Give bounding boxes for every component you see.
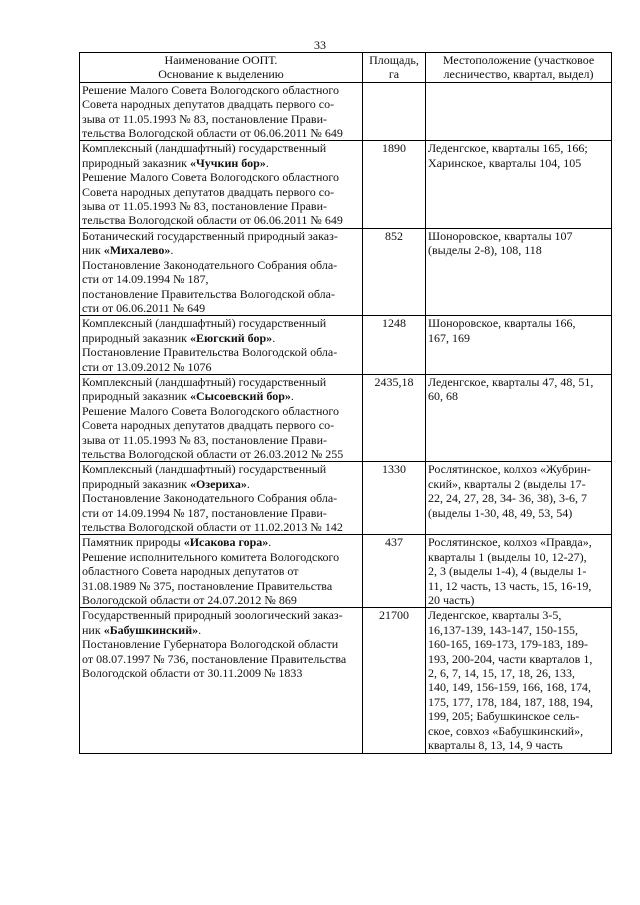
location-line: 2, 3 (выделы 1-4), 4 (выделы 1- (428, 564, 587, 579)
location-line: (выделы 2-8), 108, 118 (428, 243, 542, 258)
location-line: 199, 205; Бабушкинское сель- (428, 709, 580, 724)
name-text: областного Совета народных депутатов от (82, 564, 299, 579)
name-text: 31.08.1989 № 375, постановление Правительства (82, 578, 333, 593)
name-text: Комплексный (ландшафтный) государственный (82, 316, 327, 331)
location-line: 22, 24, 27, 28, 34- 36, 38), 3-6, 7 (428, 491, 587, 506)
name-text: от 08.07.1997 № 736, постановление Правительства (82, 651, 347, 666)
name-text: Комплексный (ландшафтный) государственный (82, 141, 327, 156)
name-line (82, 97, 360, 111)
name-line (82, 608, 360, 622)
name-line (82, 447, 360, 461)
location-line: 167, 169 (428, 330, 470, 345)
name-text: тельства Вологодской области от 06.06.2011 № 649 (82, 126, 343, 141)
name-text: тельства Вологодской области от 26.03.2012 № 255 (82, 446, 344, 461)
oopt-table (79, 52, 612, 754)
header-line: га (388, 67, 400, 82)
location-line: 16,137-139, 143-147, 150-155, (428, 622, 578, 637)
table-row (80, 535, 612, 608)
name-line (82, 433, 360, 447)
name-line (82, 272, 360, 286)
table-row (80, 316, 612, 375)
name-text: Постановление Губернатора Вологодской области (82, 637, 339, 652)
name-line (82, 170, 360, 184)
name-text: Решение Малого Совета Вологодского областного (82, 170, 340, 185)
name-text: Совета народных депутатов двадцать первого со- (82, 418, 335, 433)
location-line: 2, 6, 7, 14, 15, 17, 18, 26, 133, (428, 666, 575, 681)
name-text: сти от 13.09.2012 № 1076 (82, 359, 212, 374)
location-line: Леденгское, кварталы 47, 48, 51, (428, 374, 594, 389)
name-text: сти от 14.09.1994 № 187, постановление Прави- (82, 505, 327, 520)
name-line (82, 243, 360, 257)
name-line (82, 550, 360, 564)
name-line (82, 185, 360, 199)
oopt-name-cell (80, 228, 363, 315)
location-line: Рослятинское, колхоз «Жубрин- (428, 462, 591, 477)
oopt-title: «Бабушкинский» (103, 622, 199, 637)
name-text: Вологодской области от 30.11.2009 № 1833 (82, 666, 303, 681)
area-cell: 1890 (363, 141, 426, 228)
name-text: тельства Вологодской области от 11.02.2013 № 142 (82, 520, 343, 534)
name-text: постановление Правительства Вологодской обла- (82, 286, 335, 301)
location-line: кварталы 8, 13, 14, 9 часть (428, 738, 563, 753)
name-line (82, 141, 360, 155)
name-line (82, 506, 360, 520)
name-line (82, 579, 360, 593)
location-line: Харинское, кварталы 104, 105 (428, 155, 582, 170)
location-line: Шоноровское, кварталы 166, (428, 316, 576, 331)
location-cell (426, 228, 612, 315)
header-line: Основание к выделению (158, 67, 284, 82)
name-line (82, 652, 360, 666)
oopt-name-cell (80, 374, 363, 461)
name-line (82, 345, 360, 359)
header-area (363, 53, 426, 83)
name-text: Постановление Законодательного Собрания обла- (82, 491, 338, 506)
location-line: Шоноровское, кварталы 107 (428, 228, 573, 243)
oopt-title: «Чучкин бор» (189, 155, 266, 170)
name-text-after: . (265, 155, 269, 170)
page-number: 33 (314, 38, 326, 52)
table-header-row (80, 53, 612, 83)
name-text: сти от 14.09.1994 № 187, (82, 272, 209, 287)
name-text: Постановление Правительства Вологодской обла- (82, 345, 338, 360)
name-line (82, 287, 360, 301)
location-line: 20 часть) (428, 593, 475, 608)
name-text: Совета народных депутатов двадцать первого со- (82, 184, 335, 199)
name-text-after: . (290, 389, 294, 404)
name-text: ник (82, 243, 104, 258)
name-line (82, 593, 360, 607)
oopt-name-cell (80, 608, 363, 753)
oopt-name-cell (80, 82, 363, 141)
location-line: 11, 12 часть, 13 часть, 15, 16-19, (428, 578, 592, 593)
oopt-name-cell (80, 316, 363, 375)
name-text-after: . (268, 535, 272, 550)
oopt-title: «Исакова гора» (183, 535, 269, 550)
header-line: Местоположение (участковое (442, 53, 595, 67)
name-line (82, 666, 360, 680)
name-text: зыва от 11.05.1993 № 83, постановление Прави- (82, 432, 327, 447)
oopt-title: «Сысоевский бор» (189, 389, 291, 404)
location-line: 160-165, 169-173, 179-183, 189- (428, 637, 588, 652)
name-text: зыва от 11.05.1993 № 83, постановление Прави- (82, 199, 327, 214)
name-text: Решение исполнительного комитета Вологодского (82, 549, 340, 564)
name-text: Памятник природы (82, 535, 184, 550)
location-cell (426, 141, 612, 228)
location-line: 175, 177, 178, 184, 187, 188, 194, (428, 694, 593, 709)
location-cell (426, 462, 612, 535)
name-line (82, 404, 360, 418)
name-text: Комплексный (ландшафтный) государственный (82, 374, 327, 389)
area-cell: 437 (363, 535, 426, 608)
table-row (80, 82, 612, 141)
name-text: Совета народных депутатов двадцать первого со- (82, 97, 335, 112)
name-text: Ботанический государственный природный заказ- (82, 228, 338, 243)
location-cell (426, 608, 612, 753)
name-text: зыва от 11.05.1993 № 83, постановление Прави- (82, 111, 327, 126)
table-body (80, 82, 612, 753)
name-text: Государственный природный зоологический заказ- (82, 608, 343, 623)
name-line (82, 623, 360, 637)
area-cell: 852 (363, 228, 426, 315)
name-line (82, 83, 360, 97)
table-row (80, 141, 612, 228)
name-text-after: . (246, 476, 250, 491)
name-line (82, 229, 360, 243)
header-location (426, 53, 612, 83)
location-line: Рослятинское, колхоз «Правда», (428, 535, 592, 550)
location-line: 193, 200-204, части кварталов 1, (428, 651, 593, 666)
name-text-after: . (170, 243, 174, 258)
name-text: Решение Малого Совета Вологодского областного (82, 403, 340, 418)
area-cell: 1248 (363, 316, 426, 375)
location-line: 60, 68 (428, 389, 458, 404)
header-line: Площадь, (369, 53, 419, 67)
name-text-after: . (272, 330, 276, 345)
location-line: 140, 149, 156-159, 166, 168, 174, (428, 680, 591, 695)
location-cell (426, 316, 612, 375)
location-line: Леденгское, кварталы 3-5, (428, 608, 562, 623)
name-line (82, 418, 360, 432)
name-text: тельства Вологодской области от 06.06.2011 № 649 (82, 213, 343, 228)
oopt-title: «Озериха» (189, 476, 247, 491)
name-text: Постановление Законодательного Собрания обла- (82, 257, 338, 272)
name-text: природный заказник (82, 389, 190, 404)
name-line (82, 213, 360, 227)
location-line: ское, совхоз «Бабушкинский», (428, 723, 584, 738)
area-cell: 21700 (363, 608, 426, 753)
name-line (82, 126, 360, 140)
location-line: Леденгское, кварталы 165, 166; (428, 141, 588, 156)
name-text-after: . (198, 622, 202, 637)
oopt-title: «Еюгский бор» (189, 330, 273, 345)
oopt-name-cell (80, 535, 363, 608)
name-text: Комплексный (ландшафтный) государственный (82, 462, 327, 477)
location-line: ский», кварталы 2 (выделы 17- (428, 476, 586, 491)
oopt-name-cell (80, 141, 363, 228)
header-line: лесничество, квартал, выдел) (443, 67, 594, 82)
table-row (80, 374, 612, 461)
header-line: Наименование ООПТ. (164, 53, 278, 67)
header-name (80, 53, 363, 83)
name-line (82, 637, 360, 651)
location-line: (выделы 1-30, 48, 49, 53, 54) (428, 505, 573, 520)
name-text: природный заказник (82, 476, 190, 491)
table-row (80, 608, 612, 753)
name-line (82, 520, 360, 534)
area-cell (363, 82, 426, 141)
name-line (82, 535, 360, 549)
table-row (80, 462, 612, 535)
area-cell: 2435,18 (363, 374, 426, 461)
name-line (82, 199, 360, 213)
location-line: кварталы 1 (выделы 10, 12-27), (428, 549, 587, 564)
name-line (82, 360, 360, 374)
name-line (82, 477, 360, 491)
table-row (80, 228, 612, 315)
name-text: природный заказник (82, 155, 190, 170)
name-text: Решение Малого Совета Вологодского областного (82, 82, 340, 97)
name-line (82, 462, 360, 476)
name-line (82, 258, 360, 272)
name-line (82, 331, 360, 345)
location-cell (426, 374, 612, 461)
name-line (82, 156, 360, 170)
oopt-name-cell (80, 462, 363, 535)
name-text: Вологодской области от 24.07.2012 № 869 (82, 593, 297, 608)
name-text: природный заказник (82, 330, 190, 345)
location-cell (426, 535, 612, 608)
name-line (82, 112, 360, 126)
name-line (82, 301, 360, 315)
name-text: сти от 06.06.2011 № 649 (82, 300, 206, 315)
area-cell: 1330 (363, 462, 426, 535)
oopt-title: «Михалево» (103, 243, 171, 258)
name-line (82, 316, 360, 330)
name-line (82, 375, 360, 389)
name-line (82, 491, 360, 505)
name-line (82, 564, 360, 578)
location-cell (426, 82, 612, 141)
name-line (82, 389, 360, 403)
name-text: ник (82, 622, 104, 637)
